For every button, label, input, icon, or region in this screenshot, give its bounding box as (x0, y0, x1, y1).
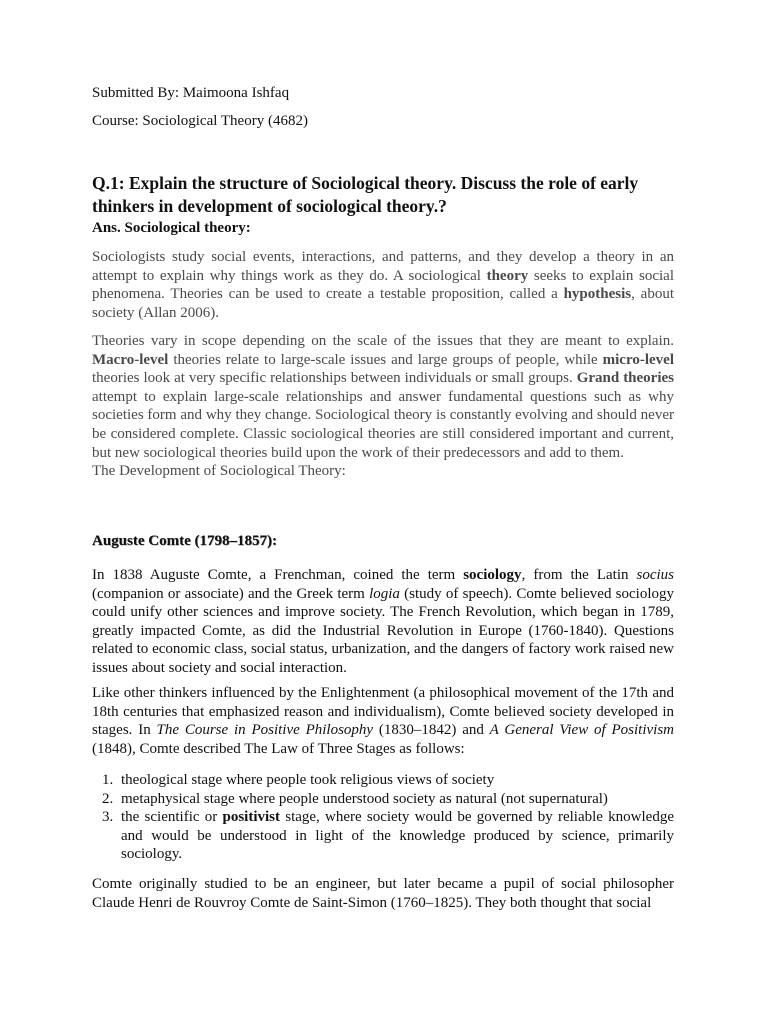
italic-term: socius (636, 567, 675, 583)
list-item (117, 790, 674, 809)
section-heading (92, 462, 674, 481)
text-run: Theories vary in scope depending on the scale of the issues that they are meant to explain. (92, 333, 674, 349)
bold-term: micro-level (602, 351, 674, 368)
text-run: theories look at very specific relationships between individuals or small groups. (92, 370, 577, 387)
text-run: Like other thinkers influenced by the Enlightenment (a philosophical movement of the 17th and 18th centuries that emphasized reason and individualism), Comte believed society developed in stages. In (92, 685, 674, 739)
submitted-by: Submitted By: Maimoona Ishfaq (92, 85, 290, 101)
bold-term: Grand theories (576, 370, 675, 387)
bold-term: sociology (463, 567, 522, 583)
text-run: theories relate to large-scale issues and large groups of people, while (168, 351, 603, 368)
text-run: theological stage where people took religious views of society (121, 772, 495, 788)
three-stages-list (92, 771, 674, 864)
paragraph (92, 684, 674, 758)
text-run: stage, where society would be governed by reliable knowledge and would be understood in light of the knowledge produced by science, primarily sociology. (121, 809, 674, 863)
paragraph (92, 875, 674, 912)
bold-term: positivist (222, 809, 280, 826)
answer-heading: Ans. Sociological theory: (92, 220, 251, 236)
italic-term: The Course in Positive Philosophy (156, 722, 374, 739)
text-run: Auguste Comte (1798–1857): (92, 533, 277, 549)
list-item (117, 808, 674, 864)
bold-term: hypothesis (563, 286, 632, 303)
text-run: In 1838 Auguste Comte, a Frenchman, coined the term (92, 567, 464, 583)
italic-term: logia (369, 585, 400, 602)
text-run: the scientific or (121, 809, 223, 826)
text-run: attempt to explain large-scale relationships and answer fundamental questions such as why societies form and why they change. Sociological theory is constantly evolving and should never be considered complete. Classic sociological theories are still considered important and current, but new sociological theories build upon the work of their predecessors and add to them. (92, 388, 674, 461)
list-item (117, 771, 674, 790)
text-run: (study of speech). Comte believed sociology could unify other sciences and improve society. The French Revolution, which began in 1789, greatly impacted Comte, as did the Industrial Revolution in Europe (1760-1840). Questions related to economic class, social status, urbanization, and the dangers of factory work raised new issues about society and social interaction. (92, 585, 675, 676)
paragraph (92, 332, 674, 462)
course-line: Course: Sociological Theory (4682) (92, 113, 308, 129)
paragraph (92, 566, 674, 678)
text-run: (1848), Comte described The Law of Three Stages as follows: (92, 740, 465, 757)
text-run: metaphysical stage where people understood society as natural (not supernatural) (121, 790, 608, 807)
bold-term: Macro-level (92, 351, 169, 368)
comte-heading (92, 532, 674, 551)
text-run: , from the Latin (521, 567, 637, 583)
text-run: (1830–1842) and (373, 722, 490, 739)
text-run: seeks to explain social phenomena. Theories can be used to create a testable proposition, called a (92, 267, 674, 303)
text-run: The Development of Sociological Theory: (92, 463, 346, 479)
paragraph (92, 248, 674, 322)
text-run: (companion or associate) and the Greek term (92, 585, 370, 602)
italic-term: A General View of Positivism (489, 722, 674, 739)
text-run: Comte originally studied to be an engineer, but later became a pupil of social philosopher Claude Henri de Rouvroy Comte de Saint-Simon (1760–1825). They both thought that social (92, 876, 674, 911)
text-run: Sociologists study social events, interactions, and patterns, and they develop a theory in an attempt to explain why things work as they do. A sociological (92, 249, 674, 284)
question-heading: Q.1: Explain the structure of Sociological theory. Discuss the role of early thinkers in development of sociological theory.? (92, 173, 639, 216)
bold-term: theory (486, 267, 529, 284)
text-run: , about society (Allan 2006). (92, 286, 674, 321)
